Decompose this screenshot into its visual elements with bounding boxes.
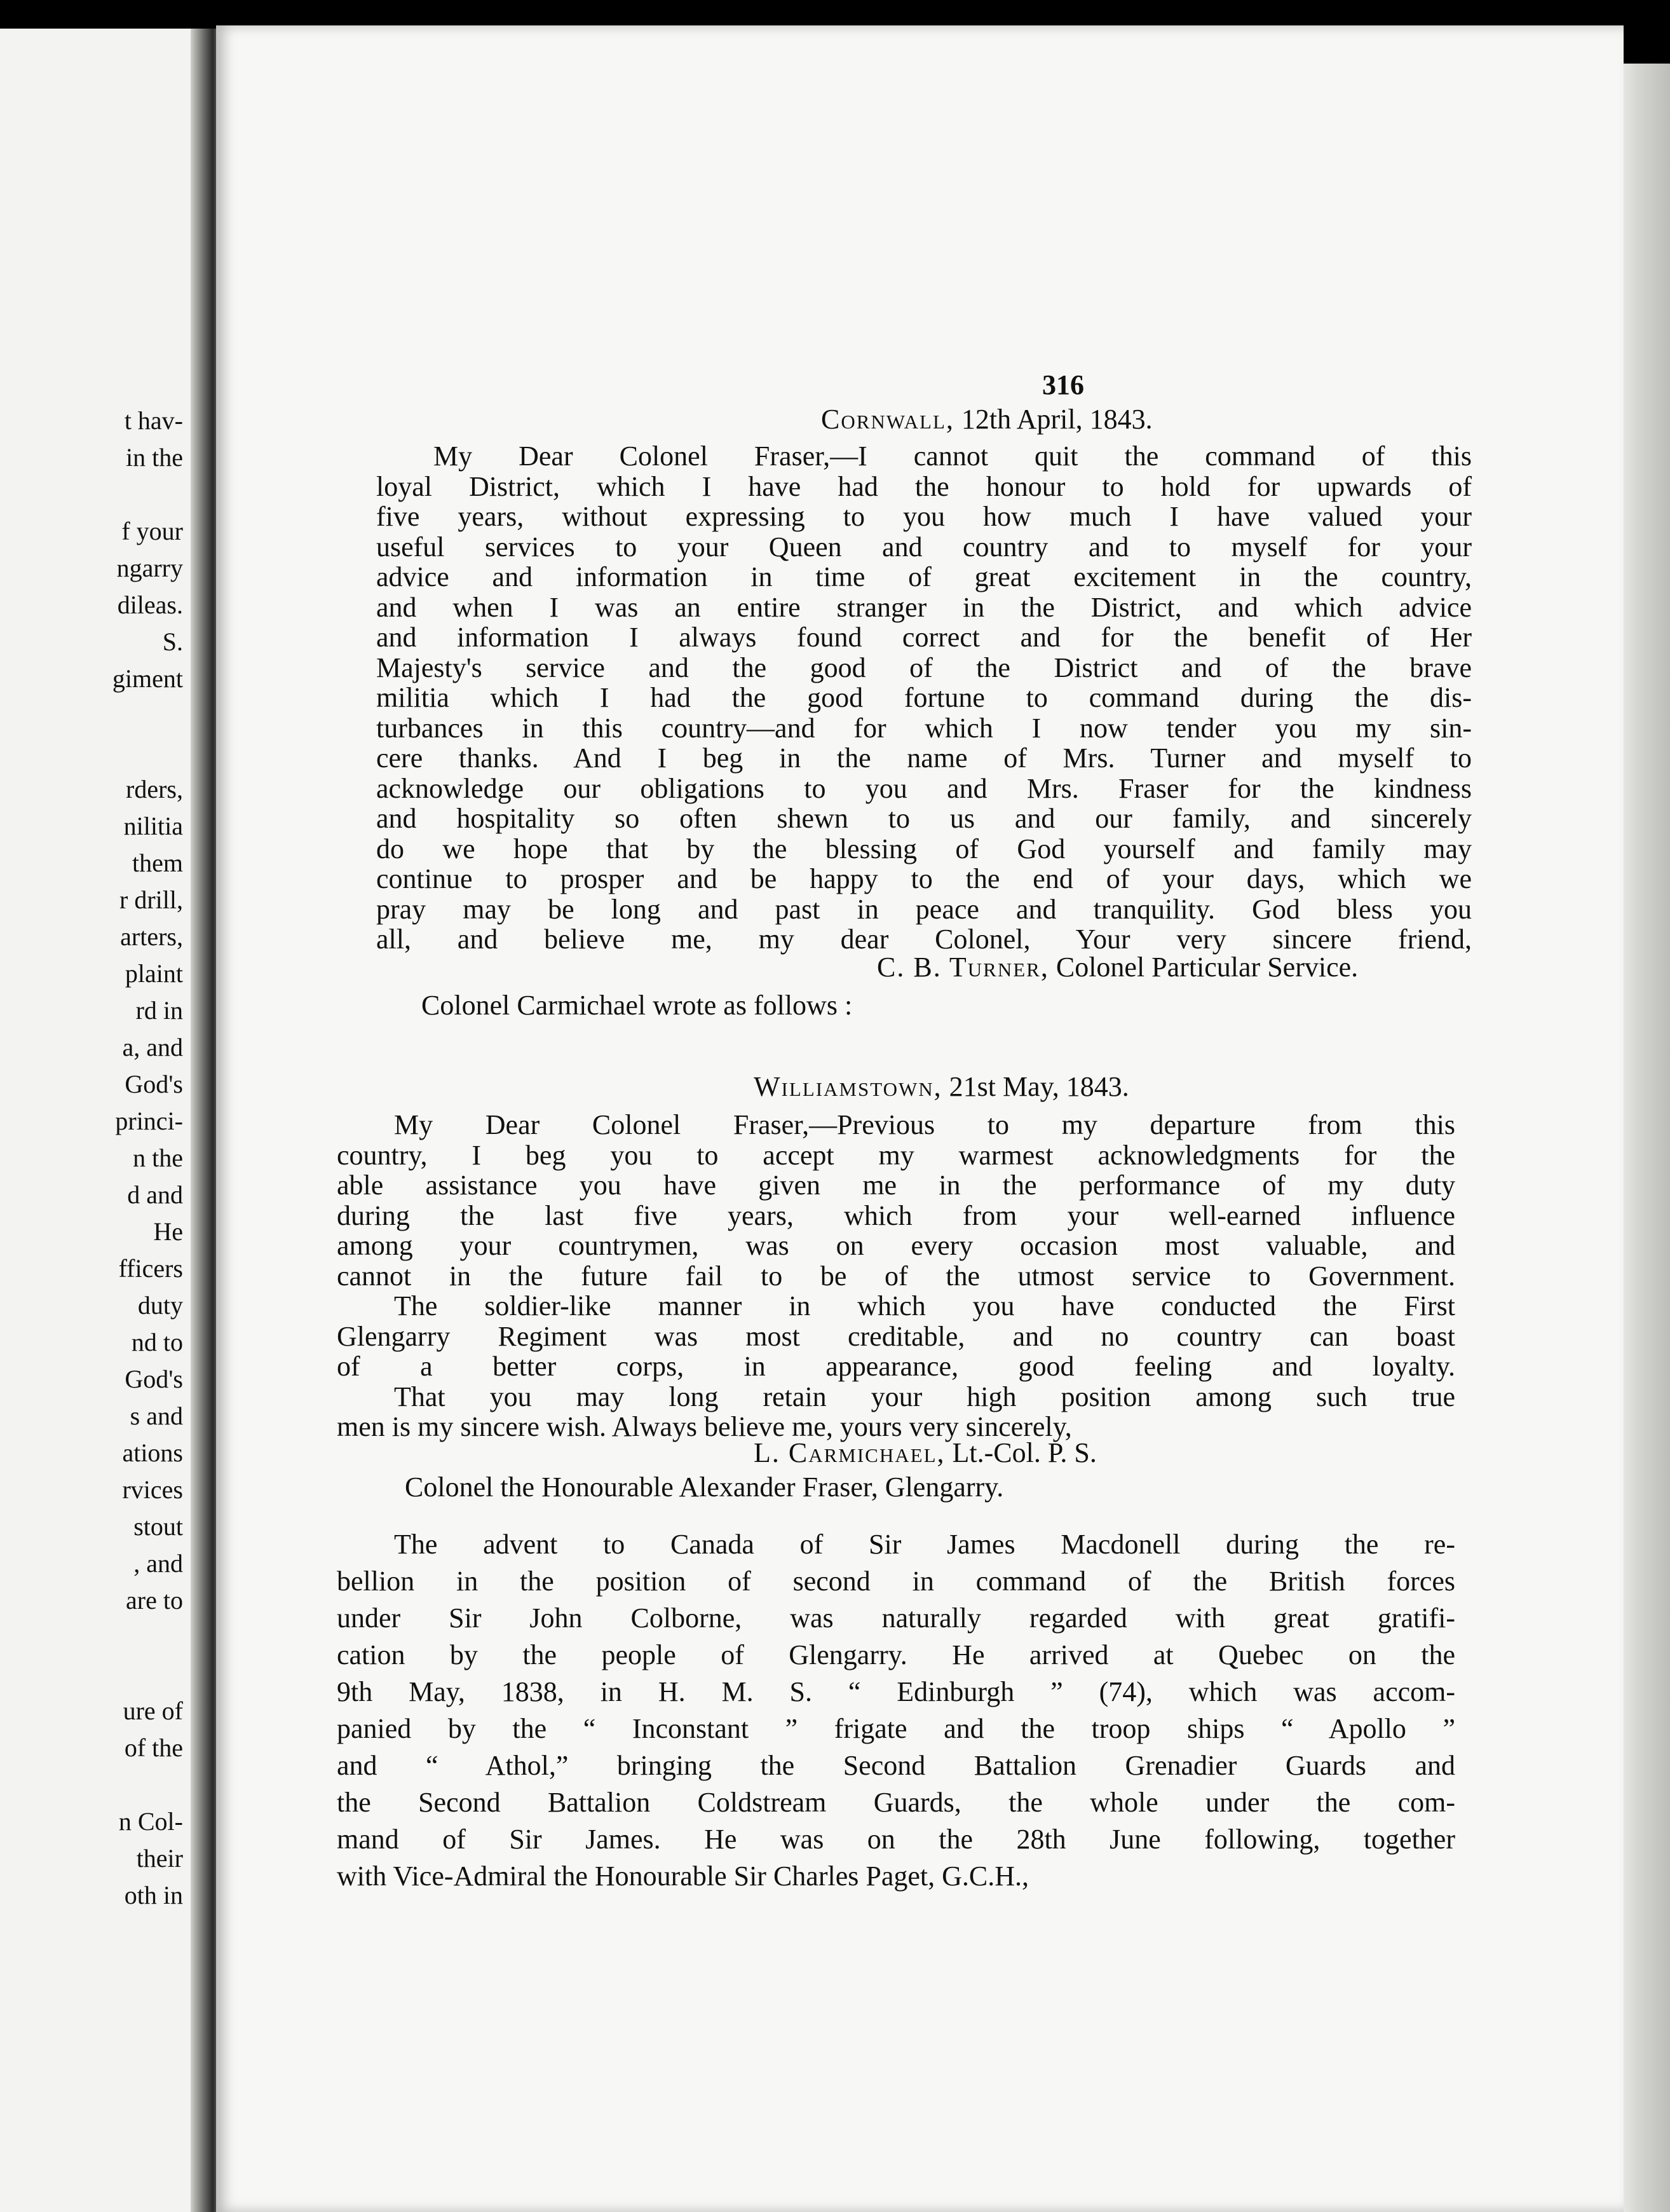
text-line: cation by the people of Glengarry. He arrived at Quebec on the bbox=[337, 1639, 1455, 1670]
left-page-line: duty bbox=[137, 1291, 183, 1320]
text-line: pray may be long and past in peace and tranquility. God bless you bbox=[376, 893, 1472, 925]
left-page-line: d and bbox=[127, 1180, 183, 1209]
text-line: The advent to Canada of Sir James Macdonell during the re- bbox=[394, 1529, 1455, 1560]
text-line: My Dear Colonel Fraser,—Previous to my departure from this bbox=[394, 1109, 1455, 1140]
left-page-line: God's bbox=[125, 1070, 183, 1098]
text-line: and when I was an entire stranger in the District, and which advice bbox=[376, 591, 1472, 623]
left-page-line: n the bbox=[133, 1144, 183, 1172]
text-line: and information I always found correct and for the benefit of Her bbox=[376, 622, 1472, 653]
text-line: men is my sincere wish. Always believe me, yours very sincerely, bbox=[337, 1411, 1072, 1442]
text-line: cannot in the future fail to be of the utmost service to Government. bbox=[337, 1260, 1455, 1292]
page-number: 316 bbox=[1042, 369, 1084, 400]
text-line: do we hope that by the blessing of God yourself and family may bbox=[376, 833, 1472, 864]
text-line: turbances in this country—and for which I now tender you my sin- bbox=[376, 712, 1472, 744]
left-page-line: plaint bbox=[125, 959, 183, 988]
text-line: the Second Battalion Coldstream Guards, the whole under the com- bbox=[337, 1787, 1455, 1818]
left-page-line: their bbox=[136, 1844, 183, 1873]
left-page-line: He bbox=[153, 1217, 183, 1246]
letter2-place: Williamstown, bbox=[754, 1071, 942, 1102]
text-line: The soldier-like manner in which you have conducted the First bbox=[394, 1290, 1455, 1321]
left-page-line: are to bbox=[126, 1586, 183, 1615]
left-page-line: S. bbox=[162, 627, 183, 656]
letter2-signature-name: L. Carmichael, bbox=[754, 1437, 946, 1468]
left-page-line: princi- bbox=[115, 1107, 183, 1135]
text-line: of a better corps, in appearance, good feeling and loyalty. bbox=[337, 1351, 1455, 1382]
text-line: five years, without expressing to you how much I have valued your bbox=[376, 501, 1472, 532]
left-page-line: r drill, bbox=[119, 885, 183, 914]
transition-line: Colonel Carmichael wrote as follows : bbox=[421, 990, 853, 1021]
text-line: acknowledge our obligations to you and Mrs. Fraser for the kindness bbox=[376, 772, 1472, 804]
left-page-line: God's bbox=[125, 1365, 183, 1393]
left-page-line: of the bbox=[124, 1733, 183, 1762]
text-line: cere thanks. And I beg in the name of Mrs. Turner and myself to bbox=[376, 742, 1472, 774]
letter2-signature-title: Lt.-Col. P. S. bbox=[952, 1437, 1097, 1468]
left-page-line: a, and bbox=[122, 1033, 183, 1062]
text-line: able assistance you have given me in the performance of my duty bbox=[337, 1170, 1455, 1201]
left-page-line: fficers bbox=[118, 1254, 183, 1283]
text-line: with Vice-Admiral the Honourable Sir Charles Paget, G.C.H., bbox=[337, 1860, 1029, 1892]
text-line: advice and information in time of great excitement in the country, bbox=[376, 561, 1472, 592]
left-page-line: s and bbox=[130, 1402, 183, 1430]
text-line: panied by the “ Inconstant ” frigate and the troop ships “ Apollo ” bbox=[337, 1713, 1455, 1744]
text-line: and hospitality so often shewn to us and our family, and sincerely bbox=[376, 803, 1472, 834]
text-line: My Dear Colonel Fraser,—I cannot quit the command of this bbox=[433, 440, 1472, 472]
letter2-date: 21st May, 1843. bbox=[949, 1071, 1129, 1102]
letter1-place: Cornwall, bbox=[821, 404, 954, 435]
left-page-line: ure of bbox=[123, 1697, 183, 1725]
left-page-line: arters, bbox=[120, 922, 183, 951]
left-page-line: nd to bbox=[131, 1328, 183, 1356]
text-line: country, I beg you to accept my warmest acknowledgments for the bbox=[337, 1139, 1455, 1171]
left-page-line: rders, bbox=[126, 775, 183, 803]
left-page-line: rvices bbox=[122, 1475, 183, 1504]
left-page-line: rd in bbox=[135, 996, 183, 1025]
letter2-addressee: Colonel the Honourable Alexander Fraser, Glengarry. bbox=[405, 1471, 1004, 1503]
text-line: during the last five years, which from your well-earned influence bbox=[337, 1199, 1455, 1231]
left-page-line: t hav- bbox=[124, 406, 183, 435]
text-line: Majesty's service and the good of the District and of the brave bbox=[376, 652, 1472, 683]
letter2-dateline bbox=[754, 1072, 1129, 1102]
left-page-line: giment bbox=[112, 664, 183, 693]
text-line: all, and believe me, my dear Colonel, Your very sincere friend, bbox=[376, 924, 1472, 955]
letter1-signature-title: Colonel Particular Service. bbox=[1056, 952, 1359, 983]
text-line: continue to prosper and be happy to the end of your days, which we bbox=[376, 863, 1472, 894]
text-line: That you may long retain your high position among such true bbox=[394, 1381, 1455, 1412]
left-page-line: , and bbox=[133, 1549, 183, 1578]
letter2-signature bbox=[754, 1438, 1097, 1468]
text-line: bellion in the position of second in command of the British forces bbox=[337, 1566, 1455, 1597]
left-page-line: ations bbox=[122, 1438, 183, 1467]
text-line: and “ Athol,” bringing the Second Battalion Grenadier Guards and bbox=[337, 1750, 1455, 1781]
text-line: loyal District, which I have had the honour to hold for upwards of bbox=[376, 470, 1472, 502]
left-page-line: f your bbox=[121, 517, 183, 545]
letter1-signature-name: C. B. Turner, bbox=[877, 952, 1049, 983]
text-line: militia which I had the good fortune to command during the dis- bbox=[376, 682, 1472, 713]
left-page-line: n Col- bbox=[118, 1807, 183, 1836]
text-line: mand of Sir James. He was on the 28th June following, together bbox=[337, 1824, 1455, 1855]
book-page bbox=[216, 25, 1624, 2212]
left-page-line: ngarry bbox=[116, 554, 183, 582]
left-page-line: nilitia bbox=[123, 812, 183, 840]
left-page-line: them bbox=[132, 849, 183, 877]
left-page-line: in the bbox=[126, 443, 183, 472]
letter1-signature bbox=[877, 952, 1358, 983]
left-page-line: stout bbox=[133, 1512, 183, 1541]
left-page-line: dileas. bbox=[117, 591, 183, 619]
text-line: Glengarry Regiment was most creditable, and no country can boast bbox=[337, 1320, 1455, 1352]
letter1-dateline bbox=[821, 404, 1153, 435]
text-line: useful services to your Queen and country and to myself for your bbox=[376, 531, 1472, 563]
text-line: 9th May, 1838, in H. M. S. “ Edinburgh ” (74), which was accom- bbox=[337, 1676, 1455, 1707]
page-edges bbox=[1624, 64, 1670, 2212]
text-line: among your countrymen, was on every occasion most valuable, and bbox=[337, 1230, 1455, 1261]
letter1-date: 12th April, 1843. bbox=[961, 404, 1153, 435]
left-page-line: oth in bbox=[124, 1881, 183, 1909]
left-facing-page bbox=[0, 29, 191, 2212]
text-line: under Sir John Colborne, was naturally regarded with great gratifi- bbox=[337, 1602, 1455, 1634]
